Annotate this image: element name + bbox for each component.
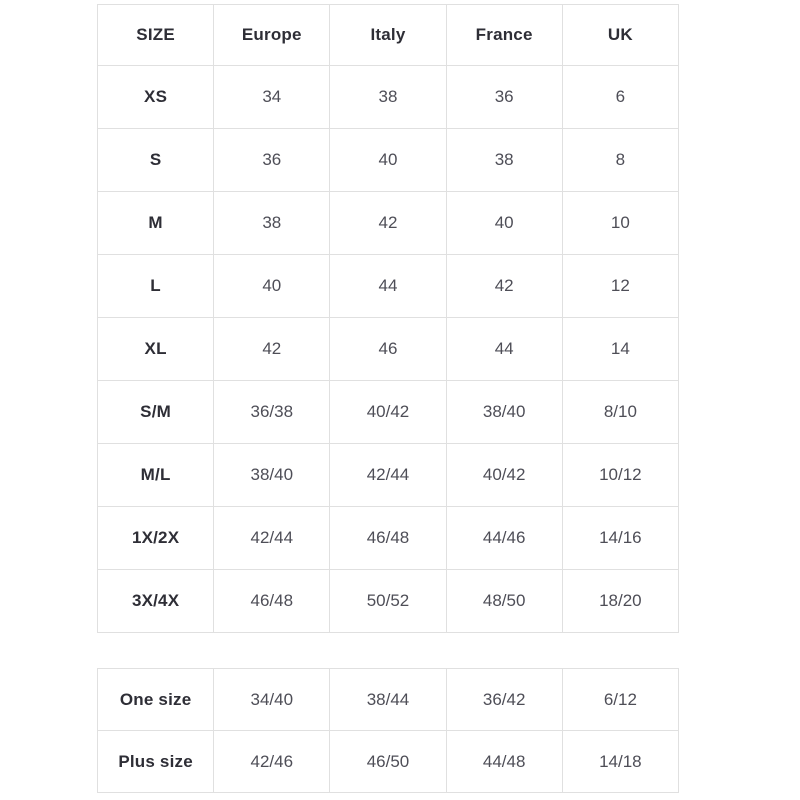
size-conversion-table (97, 4, 679, 633)
size-label-cell: 1X/2X (98, 507, 214, 570)
table-row (98, 444, 679, 507)
value-cell: 40 (446, 192, 562, 255)
size-label-cell: S (98, 129, 214, 192)
header-row (98, 5, 679, 66)
value-cell: 6/12 (562, 669, 678, 731)
value-cell: 38/40 (214, 444, 330, 507)
size-label-cell: M/L (98, 444, 214, 507)
value-cell: 50/52 (330, 570, 446, 633)
value-cell: 44 (446, 318, 562, 381)
table-row (98, 318, 679, 381)
value-cell: 40/42 (330, 381, 446, 444)
value-cell: 36 (446, 66, 562, 129)
value-cell: 46/48 (330, 507, 446, 570)
table-row (98, 129, 679, 192)
size-label-cell: M (98, 192, 214, 255)
special-sizes-table (97, 668, 679, 793)
table-row (98, 66, 679, 129)
value-cell: 44/46 (446, 507, 562, 570)
column-header-size: SIZE (98, 5, 214, 66)
value-cell: 38 (214, 192, 330, 255)
size-label-cell: L (98, 255, 214, 318)
value-cell: 18/20 (562, 570, 678, 633)
value-cell: 34/40 (214, 669, 330, 731)
value-cell: 38/40 (446, 381, 562, 444)
value-cell: 42/46 (214, 731, 330, 793)
column-header-france: France (446, 5, 562, 66)
value-cell: 14/16 (562, 507, 678, 570)
value-cell: 10/12 (562, 444, 678, 507)
value-cell: 8 (562, 129, 678, 192)
value-cell: 44 (330, 255, 446, 318)
value-cell: 42/44 (214, 507, 330, 570)
value-cell: 10 (562, 192, 678, 255)
value-cell: 42/44 (330, 444, 446, 507)
value-cell: 42 (214, 318, 330, 381)
value-cell: 48/50 (446, 570, 562, 633)
table-row (98, 507, 679, 570)
table-row (98, 669, 679, 731)
table-row (98, 731, 679, 793)
value-cell: 40 (214, 255, 330, 318)
value-cell: 38 (330, 66, 446, 129)
table-row (98, 192, 679, 255)
value-cell: 44/48 (446, 731, 562, 793)
size-label-cell: Plus size (98, 731, 214, 793)
value-cell: 46/50 (330, 731, 446, 793)
value-cell: 40/42 (446, 444, 562, 507)
value-cell: 14/18 (562, 731, 678, 793)
value-cell: 38 (446, 129, 562, 192)
value-cell: 42 (446, 255, 562, 318)
table-row (98, 381, 679, 444)
value-cell: 40 (330, 129, 446, 192)
special-sizes-table-body (98, 669, 679, 793)
column-header-europe: Europe (214, 5, 330, 66)
size-chart-section (97, 4, 679, 793)
value-cell: 46 (330, 318, 446, 381)
size-conversion-table-body (98, 66, 679, 633)
size-label-cell: S/M (98, 381, 214, 444)
value-cell: 38/44 (330, 669, 446, 731)
value-cell: 46/48 (214, 570, 330, 633)
column-header-uk: UK (562, 5, 678, 66)
value-cell: 12 (562, 255, 678, 318)
value-cell: 42 (330, 192, 446, 255)
value-cell: 36/38 (214, 381, 330, 444)
value-cell: 36 (214, 129, 330, 192)
table-row (98, 570, 679, 633)
value-cell: 36/42 (446, 669, 562, 731)
column-header-italy: Italy (330, 5, 446, 66)
value-cell: 34 (214, 66, 330, 129)
value-cell: 14 (562, 318, 678, 381)
size-label-cell: One size (98, 669, 214, 731)
size-label-cell: 3X/4X (98, 570, 214, 633)
size-label-cell: XS (98, 66, 214, 129)
value-cell: 8/10 (562, 381, 678, 444)
value-cell: 6 (562, 66, 678, 129)
table-row (98, 255, 679, 318)
size-label-cell: XL (98, 318, 214, 381)
